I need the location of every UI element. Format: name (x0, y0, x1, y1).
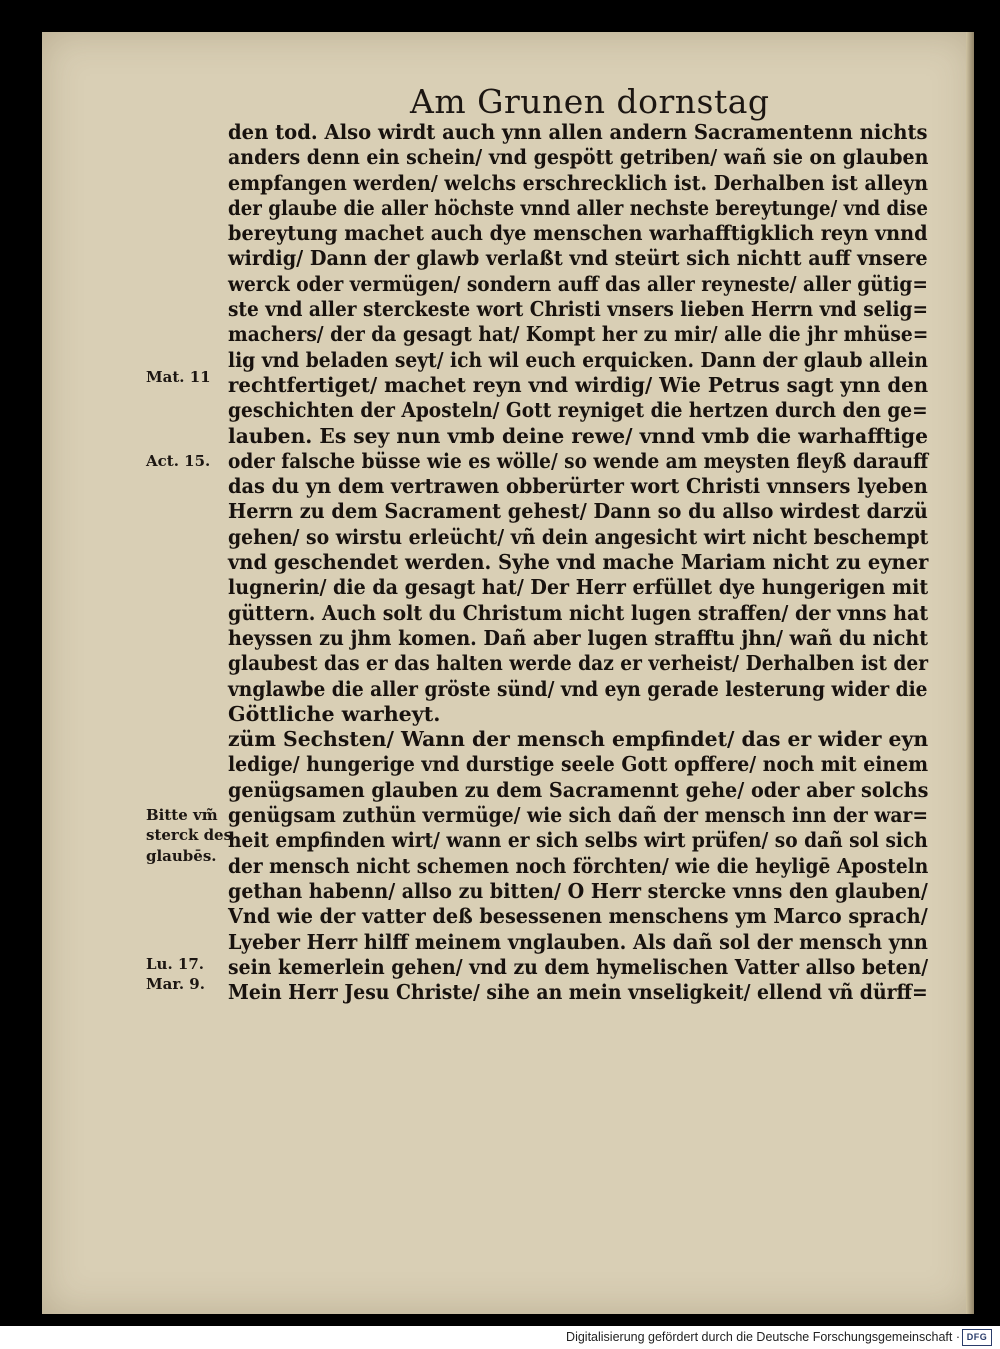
text-line: gethan habenn/ allso zu bitten/ O Herr stercke vnns den glauben/ (228, 878, 928, 903)
text-line: glaubest das er das halten werde daz er verheist/ Derhalben ist der (228, 651, 929, 676)
text-line: der mensch nicht schemen noch förchten/ wie die heyligē Aposteln (228, 853, 929, 878)
text-line: bereytung machet auch dye menschen warhafftigklich reyn vnnd (228, 221, 928, 246)
text-line: ste vnd aller sterckeste wort Christi vnsers lieben Herrn vnd selig= (228, 297, 928, 322)
margin-note-bitte: sterck des (146, 826, 233, 844)
text-line: Göttliche warheyt. (228, 701, 441, 726)
text-line: lauben. Es sey nun vmb deine rewe/ vnnd vmb die warhafftige (228, 423, 928, 448)
text-line: rechtfertiget/ machet reyn vnd wirdig/ Wie Petrus sagt ynn den (228, 372, 929, 397)
text-line: gehen/ so wirstu erleücht/ vñ dein angesicht wirt nicht beschempt (228, 524, 929, 549)
text-line: geschichten der Aposteln/ Gott reyniget die hertzen durch den ge= (228, 398, 928, 423)
text-line: wirdig/ Dann der glawb verlaßt vnd steürt sich nichtt auff vnsere (228, 246, 928, 271)
margin-note-bitte: Bitte vm̃ (146, 806, 218, 824)
text-line: lig vnd beladen seyt/ ich wil euch erquicken. Dann der glaub allein (228, 347, 928, 372)
margin-note-mar9: Mar. 9. (146, 975, 205, 993)
text-line: Vnd wie der vatter deß besessenen menschens ym Marco sprach/ (228, 904, 928, 929)
text-line: Herrn zu dem Sacrament gehest/ Dann so du allso wirdest darzü (228, 499, 928, 524)
text-line: vnd geschendet werden. Syhe vnd mache Mariam nicht zu eyner (228, 550, 929, 575)
text-line: lugnerin/ die da gesagt hat/ Der Herr erfüllet dye hungerigen mit (228, 575, 929, 600)
margin-note-bitte: glaubēs. (146, 847, 217, 865)
footer-credit: Digitalisierung gefördert durch die Deutsche Forschungsgemeinschaft · (566, 1330, 960, 1344)
dfg-logo-icon[interactable]: DFG (962, 1329, 992, 1346)
text-line: heyssen zu jhm komen. Dañ aber lugen strafftu jhn/ wañ du nicht (228, 625, 929, 650)
text-line: genügsamen glauben zu dem Sacramennt gehe/ oder aber solchs (228, 777, 929, 802)
page-edge (966, 32, 974, 1314)
text-line: sein kemerlein gehen/ vnd zu dem hymelischen Vatter allso beten/ (228, 954, 929, 979)
margin-note-act15: Act. 15. (146, 452, 211, 470)
footer-bar (0, 1326, 1000, 1349)
text-line: heit empfinden wirt/ wann er sich selbs wirt prüfen/ so dañ sol sich (228, 828, 928, 853)
text-line: Lyeber Herr hilff meinem vnglauben. Als dañ sol der mensch ynn (228, 929, 928, 954)
text-line: anders denn ein schein/ vnd gespött getriben/ wañ sie on glauben (228, 145, 929, 170)
text-line: das du yn dem vertrawen obberürter wort Christi vnnsers lyeben (228, 474, 928, 499)
margin-note-lu17: Lu. 17. (146, 955, 204, 973)
text-line: machers/ der da gesagt hat/ Kompt her zu mir/ alle die jhr mhüse= (228, 322, 929, 347)
text-line: Mein Herr Jesu Christe/ sihe an mein vnseligkeit/ ellend vñ dürff= (228, 980, 928, 1005)
text-line: ledige/ hungerige vnd durstige seele Gott opffere/ noch mit einem (228, 752, 929, 777)
body-text (228, 120, 928, 1005)
text-line: genügsam zuthün vermüge/ wie sich dañ der mensch inn der war= (228, 803, 929, 828)
text-line: der glaube die aller höchste vnnd aller nechste bereytunge/ vnd dise (228, 195, 928, 220)
text-line: oder falsche büsse wie es wölle/ so wende am meysten fleyß darauff (228, 448, 929, 473)
text-line: empfangen werden/ welchs erschrecklich ist. Derhalben ist alleyn (228, 170, 929, 195)
running-head: Am Grunen dornstag (410, 82, 770, 121)
margin-note-mat11: Mat. 11 (146, 368, 211, 386)
text-line: züm Sechsten/ Wann der mensch empfindet/ das er wider eyn (228, 727, 929, 752)
text-line: vnglawbe die aller gröste sünd/ vnd eyn gerade lesterung wider die (228, 676, 928, 701)
text-line: den tod. Also wirdt auch ynn allen andern Sacramentenn nichts (228, 120, 928, 144)
text-line: güttern. Auch solt du Christum nicht lugen straffen/ der vnns hat (228, 600, 929, 625)
text-line: werck oder vermügen/ sondern auff das aller reyneste/ aller gütig= (228, 271, 928, 296)
